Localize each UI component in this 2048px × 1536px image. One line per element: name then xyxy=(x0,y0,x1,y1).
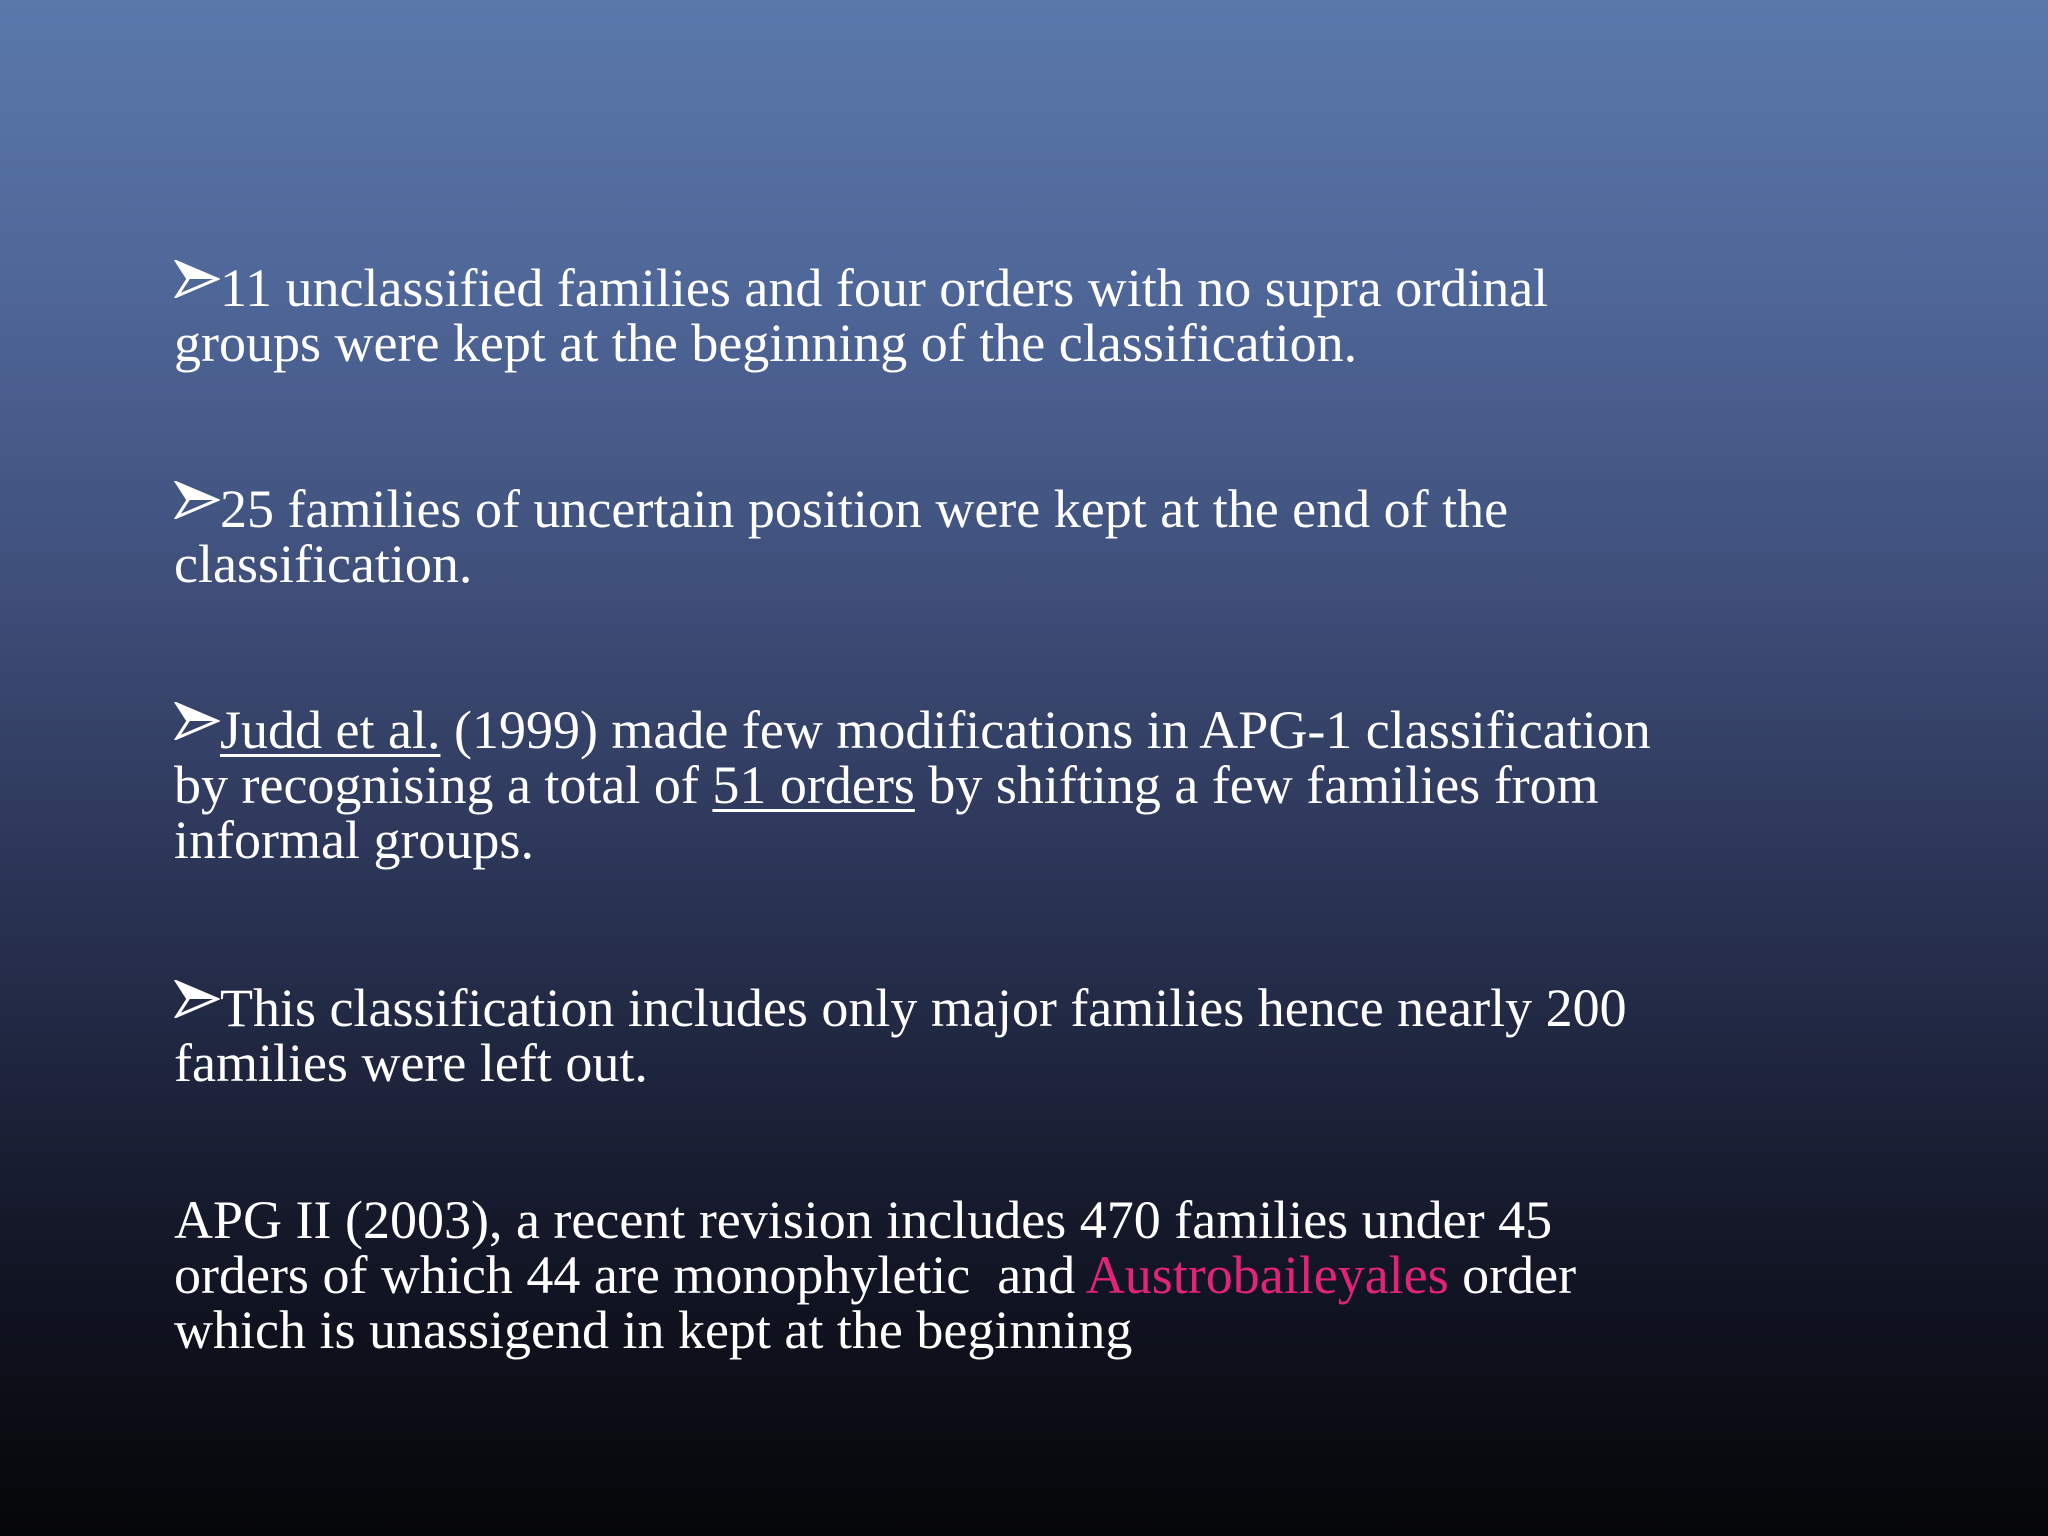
bullet-1 xyxy=(174,260,1954,371)
judd-link[interactable]: Judd et al. xyxy=(220,700,441,760)
highlight-austrobaileyales: Austrobaileyales xyxy=(1085,1245,1449,1305)
bullet-4-line-2: families were left out. xyxy=(174,1033,648,1093)
bullet-2 xyxy=(174,481,1954,592)
bullet-3-line-1: Judd et al. (1999) made few modifications in APG-1 classification xyxy=(174,702,1954,758)
bullet-2-line-1: 25 families of uncertain position were kept at the end of the xyxy=(174,481,1954,537)
final-paragraph-line-1: APG II (2003), a recent revision includes 470 families under 45 xyxy=(174,1190,1553,1250)
bullet-1-line-1: 11 unclassified families and four orders with no supra ordinal xyxy=(174,260,1954,316)
bullet-4-line-1: This classification includes only major families hence nearly 200 xyxy=(174,980,1954,1036)
final-paragraph-line-2: orders of which 44 are monophyletic and Austrobaileyales order xyxy=(174,1245,1577,1305)
orders-link[interactable]: 51 orders xyxy=(712,755,915,815)
final-paragraph-line-3: which is unassigend in kept at the beginning xyxy=(174,1300,1133,1360)
bullet-4 xyxy=(174,980,1954,1091)
arrowhead-bullet-icon xyxy=(174,260,220,298)
bullet-3-line-2: by recognising a total of 51 orders by shifting a few families from xyxy=(174,755,1599,815)
bullet-2-line-2: classification. xyxy=(174,534,473,594)
bullet-3-line-3: informal groups. xyxy=(174,810,534,870)
arrowhead-bullet-icon xyxy=(174,702,220,740)
arrowhead-bullet-icon xyxy=(174,980,220,1018)
final-paragraph xyxy=(174,1190,1954,1360)
bullet-1-line-2: groups were kept at the beginning of the classification. xyxy=(174,313,1358,373)
bullet-3 xyxy=(174,702,1954,868)
arrowhead-bullet-icon xyxy=(174,481,220,519)
